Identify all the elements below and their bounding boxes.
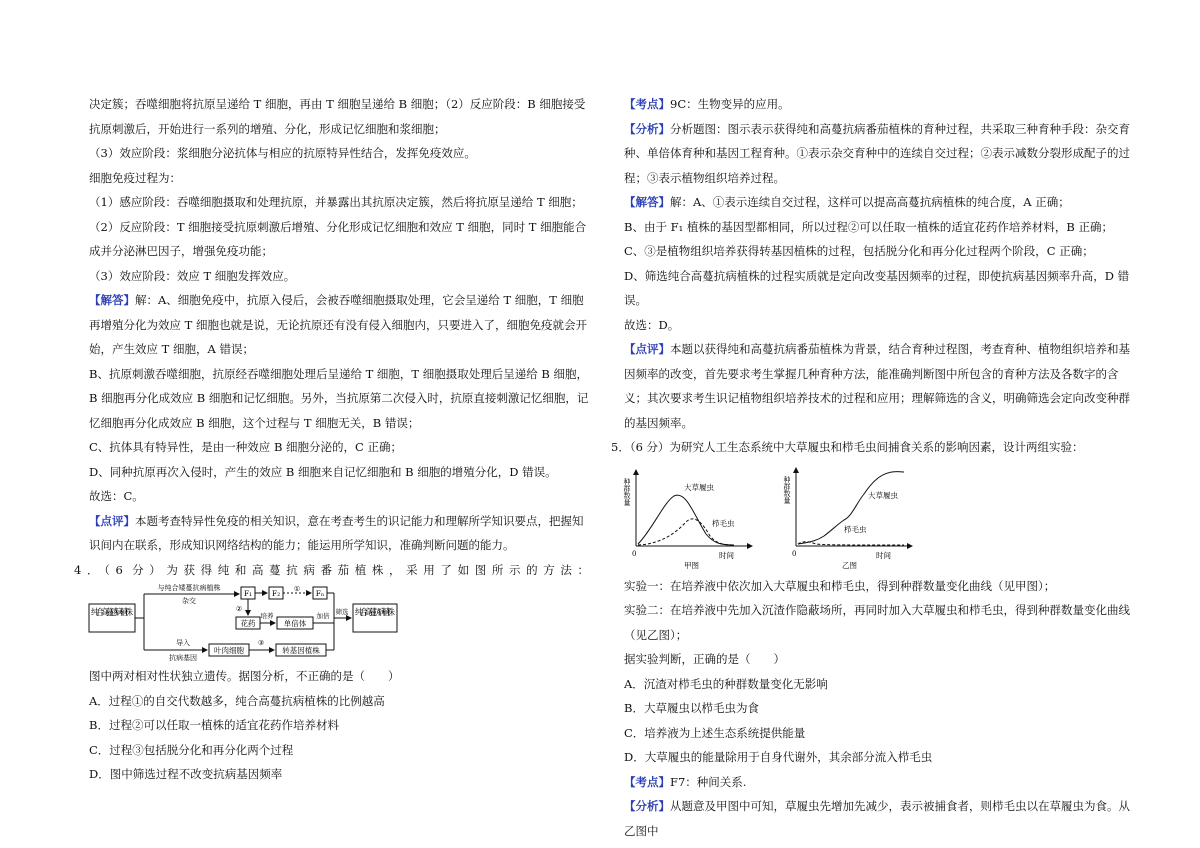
breeding-diagram [89, 582, 589, 664]
paragraph: （2）反应阶段：T 细胞接受抗原刺激后增殖、分化形成记忆细胞和效应 T 细胞，同时 T 细胞能合成并分泌淋巴因子，增强免疫功能； [89, 219, 587, 258]
paragraph: B、抗原刺激吞噬细胞，抗原经吞噬细胞处理后呈递给 T 细胞，T 细胞摄取处理后呈递给 B 细胞，B 细胞再分化成效应 B 细胞和记忆细胞。另外，当抗原第二次侵入时，抗原直接刺激记忆细胞，记忆细胞再分化成效应 B 细胞，这个过程与 T 细胞无关，B 错误； [89, 366, 589, 430]
analysis-tag: 【分析】 [624, 121, 670, 136]
paragraph: C、③是植物组织培养获得转基因植株的过程，包括脱分化和再分化过程两个阶段，C 正确； [624, 244, 1094, 258]
graph-a [623, 470, 752, 570]
review-text: 本题考查特异性免疫的相关知识，意在考查考生的识记能力和理解所学知识要点，把握知识间内在联系，形成知识网络结构的能力；能运用所学知识，准确判断问题的能力。 [89, 513, 584, 552]
graph-b-xlabel: 时间 [876, 550, 891, 560]
step-3-label: ③ [257, 639, 265, 647]
paragraph: （3）效应阶段：浆细胞分泌抗体与相应的抗原特异性结合，发挥免疫效应。 [89, 146, 476, 160]
graph-a-origin: 0 [632, 549, 637, 558]
option-d: D．大草履虫的能量除用于自身代谢外，其余部分流入栉毛虫 [624, 750, 933, 764]
graph-b-ylabel: 种群数量 [783, 475, 791, 504]
question-5-heading: 5．（6 分）为研究人工生态系统中大草履虫和栉毛虫间捕食关系的影响因素，设计两组实验： [611, 440, 1084, 454]
answer-paragraph [89, 288, 589, 362]
select-label: 筛选 [335, 608, 349, 616]
experiment-1: 实验一：在培养液中依次加入大草履虫和栉毛虫，得到种群数量变化曲线（见甲图）； [624, 578, 1056, 593]
paragraph: B、由于 F₁ 植株的基因型都相同，所以过程②可以任取一植株的适宜花药作培养材料，B 正确； [624, 219, 1113, 234]
graph-a-caption: 甲图 [684, 560, 699, 570]
paragraph: 决定簇；吞噬细胞将抗原呈递给 T 细胞，再由 T 细胞呈递给 B 细胞；（2）反应阶段：B 细胞接受抗原刺激后，开始进行一系列的增殖、分化，形成记忆细胞和浆细胞； [89, 97, 586, 136]
analysis-text: 从题意及甲图中可知，草履虫先增加先减少，表示被捕食者，则栉毛虫以在草履虫为食。从乙图中 [624, 799, 1130, 838]
graph-a-ylabel: 种群数量 [623, 477, 631, 506]
analysis-paragraph [624, 117, 1130, 191]
knowledge-text: 9C：生物变异的应用。 [670, 97, 790, 111]
review-paragraph [89, 509, 589, 558]
haploid-label: 单倍体 [283, 619, 307, 628]
graph-a-series1: 大草履虫 [684, 482, 714, 492]
option-a: A．沉渣对栉毛虫的种群数量变化无影响 [624, 676, 828, 691]
graph-a-series2: 栉毛虫 [712, 518, 735, 528]
knowledge-point-2 [624, 770, 1130, 795]
knowledge-tag: 【考点】 [624, 774, 670, 789]
fn-label: Fₙ [315, 589, 325, 598]
answer-text: 解：A、细胞免疫中，抗原入侵后，会被吞噬细胞摄取处理，它会呈递给 T 细胞，T 细胞再增殖分化为效应 T 细胞也就是说，无论抗原还有没有侵入细胞内，只要进入了，细胞免疫就会开始，产生效应 T 细胞，A 错误； [89, 293, 587, 356]
paragraph: （3）效应阶段：效应 T 细胞发挥效应。 [89, 268, 296, 283]
left-column [74, 92, 589, 787]
graph-b-series1: 大草履虫 [868, 490, 898, 500]
graph-b-series2: 栉毛虫 [844, 524, 867, 534]
double-label: 加倍 [316, 612, 330, 620]
analysis-tag: 【分析】 [624, 799, 670, 813]
cross-label: 杂交 [182, 597, 196, 605]
paragraph: 故选：C。 [89, 489, 144, 503]
f2-label: F₂ [271, 589, 281, 598]
step-1-label: ① [293, 585, 301, 593]
import-label: 导入 [176, 639, 190, 647]
paragraph: 故选：D。 [624, 317, 680, 332]
option-a: A．过程①的自交代数越多，纯合高蔓抗病植株的比例越高 [89, 693, 385, 708]
transgenic-label: 转基因植株 [282, 646, 320, 655]
knowledge-point [624, 92, 1130, 117]
experiment-2: 实验二：在培养液中先加入沉渣作隐蔽场所，再同时加入大草履虫和栉毛虫，得到种群数量变化曲线（见乙图）； [624, 603, 1130, 642]
paragraph: D、同种抗原再次入侵时，产生的效应 B 细胞来自记忆细胞和 B 细胞的增殖分化，D 错误。 [89, 464, 557, 479]
end-box-label: 纯合高蔓抗病植株 [355, 608, 395, 618]
review-tag: 【点评】 [89, 513, 135, 528]
paragraph: D、筛选纯合高蔓抗病植株的过程实质就是定向改变基因频率的过程，即使抗病基因频率升高，D 错误。 [624, 268, 1130, 307]
population-graphs [624, 460, 1130, 574]
option-b: B．过程②可以任取一植株的适宜花药作培养材料 [89, 718, 339, 732]
answer-tag: 【解答】 [89, 293, 135, 307]
right-column [611, 92, 1130, 843]
knowledge-tag: 【考点】 [624, 97, 670, 111]
population-graphs-svg [624, 460, 924, 574]
solution-paragraph [624, 190, 1130, 215]
question-4-heading: 4．（6 分）为获得纯和高蔓抗病番茄植株，采用了如图所示的方法： [74, 562, 589, 577]
question-stem: 图中两对相对性状独立遗传。据图分析，不正确的是（ ） [89, 669, 400, 683]
graph-b-origin: 0 [792, 549, 797, 558]
option-c: C．过程③包括脱分化和再分化两个过程 [89, 742, 294, 757]
analysis-text: 分析题图：图示表示获得纯和高蔓抗病番茄植株的育种过程，共采取三种育种手段：杂交育种、单倍体育种和基因工程育种。①表示杂交育种中的连续自交过程；②表示减数分裂形成配子的过程；③表示植物组织培养过程。 [624, 121, 1130, 185]
graph-b [783, 468, 912, 570]
solution-text: 解：A、①表示连续自交过程，这样可以提高高蔓抗病植株的纯合度，A 正确； [670, 195, 1070, 209]
paragraph: （1）感应阶段：吞噬细胞摄取和处理抗原，并暴露出其抗原决定簇，然后将抗原呈递给 T 细胞； [89, 195, 583, 209]
culture-label: 培养 [260, 612, 274, 620]
paragraph: C、抗体具有特异性，是由一种效应 B 细胞分泌的，C 正确； [89, 440, 403, 454]
f1-label: F₁ [243, 589, 253, 598]
question-stem: 据实验判断，正确的是（ ） [624, 652, 785, 666]
pollen-label: 花药 [240, 619, 256, 628]
leaf-cell-label: 叶肉细胞 [214, 646, 244, 655]
step-2-label: ② [235, 605, 243, 613]
option-b: B．大草履虫以栉毛虫为食 [624, 701, 759, 715]
option-c: C．培养液为上述生态系统提供能量 [624, 725, 806, 740]
breeding-diagram-svg [89, 582, 399, 664]
paragraph: 细胞免疫过程为： [89, 170, 181, 185]
graph-b-caption: 乙图 [842, 560, 857, 570]
review-tag: 【点评】 [624, 342, 670, 356]
knowledge-text: F7：种间关系. [670, 774, 747, 789]
review-text: 本题以获得纯和高蔓抗病番茄植株为背景，结合育种过程图，考查育种、植物组织培养和基因频率的改变，首先要求考生掌握几种育种方法，能准确判断图中所包含的育种方法及各数字的含义；其次要求考生识记植物组织培养技术的过程和应用；理解筛选的含义，明确筛选会定向改变种群的基因频率。 [624, 342, 1130, 430]
analysis-paragraph-2 [624, 794, 1130, 843]
option-d: D．图中筛选过程不改变抗病基因频率 [89, 767, 283, 781]
gene-label: 抗病基因 [169, 654, 197, 662]
review-paragraph [624, 337, 1130, 435]
top-cross-label: 与纯合矮蔓抗病植株 [157, 584, 221, 592]
solution-tag: 【解答】 [624, 195, 670, 209]
start-box-label: 纯合高蔓感病植株 [91, 608, 133, 618]
graph-a-xlabel: 时间 [719, 550, 734, 560]
